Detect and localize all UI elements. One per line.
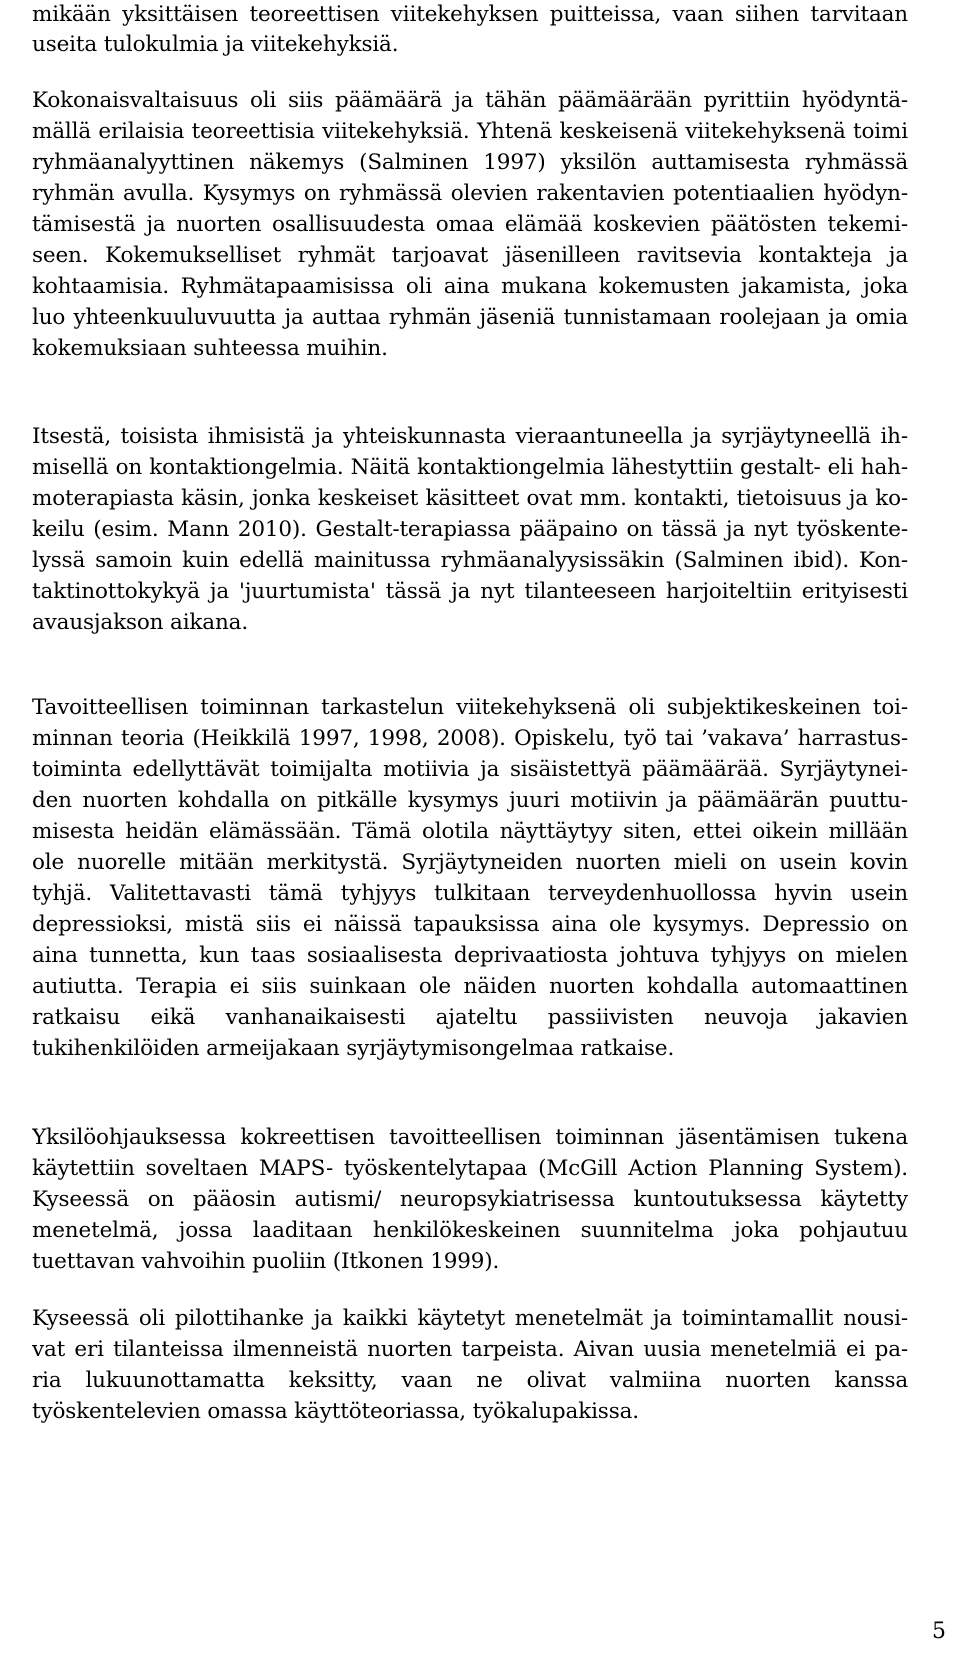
text-line: Kyseessä oli pilottihanke ja kaikki käytetyt menetelmät ja toimintamallit nousi- xyxy=(32,1306,908,1331)
text-line: ria lukuunottamatta keksitty, vaan ne olivat valmiina nuorten kanssa xyxy=(32,1368,908,1393)
text-line: avausjakson aikana. xyxy=(32,610,249,635)
text-line: vat eri tilanteissa ilmenneistä nuorten tarpeista. Aivan uusia menetelmiä ei pa- xyxy=(32,1337,908,1362)
text-line: ole nuorelle mitään merkitystä. Syrjäytyneiden nuorten mieli on usein kovin xyxy=(32,850,908,875)
text-line: menetelmä, jossa laaditaan henkilökeskeinen suunnitelma joka pohjautuu xyxy=(32,1218,908,1243)
text-line: misesta heidän elämässään. Tämä olotila näyttäytyy siten, ettei oikein millään xyxy=(32,819,908,844)
text-line: käytettiin soveltaen MAPS- työskentelytapaa (McGill Action Planning System). xyxy=(32,1156,908,1181)
text-line: Itsestä, toisista ihmisistä ja yhteiskunnasta vieraantuneella ja syrjäytyneellä ih- xyxy=(32,424,908,449)
text-line: työskentelevien omassa käyttöteoriassa, työkalupakissa. xyxy=(32,1399,639,1424)
text-line: tuettavan vahvoihin puoliin (Itkonen 1999). xyxy=(32,1249,500,1274)
text-line: toiminta edellyttävät toimijalta motiivia ja sisäistettyä päämäärää. Syrjäytynei- xyxy=(32,757,908,782)
text-line: kokemuksiaan suhteessa muihin. xyxy=(32,336,388,361)
text-line: depressioksi, mistä siis ei näissä tapauksissa aina ole kysymys. Depressio on xyxy=(32,912,908,937)
text-line: seen. Kokemukselliset ryhmät tarjoavat jäsenilleen ravitsevia kontakteja ja xyxy=(32,243,908,268)
text-line: tyhjä. Valitettavasti tämä tyhjyys tulkitaan terveydenhuollossa hyvin usein xyxy=(32,881,908,906)
text-line: autiutta. Terapia ei siis suinkaan ole näiden nuorten kohdalla automaattinen xyxy=(32,974,908,999)
text-line: tukihenkilöiden armeijakaan syrjäytymisongelmaa ratkaise. xyxy=(32,1036,675,1061)
text-line: lyssä samoin kuin edellä mainitussa ryhmäanalyysissäkin (Salminen ibid). Kon- xyxy=(32,548,908,573)
text-line: keilu (esim. Mann 2010). Gestalt-terapiassa pääpaino on tässä ja nyt työskente- xyxy=(32,517,908,542)
text-line: misellä on kontaktiongelmia. Näitä kontaktiongelmia lähestyttiin gestalt- eli hah- xyxy=(32,455,908,480)
page-number: 5 xyxy=(932,1619,946,1644)
text-line: mällä erilaisia teoreettisia viitekehyksiä. Yhtenä keskeisenä viitekehyksenä toimi xyxy=(32,119,908,144)
text-line: moterapiasta käsin, jonka keskeiset käsitteet ovat mm. kontakti, tietoisuus ja ko- xyxy=(32,486,908,511)
text-line: ryhmän avulla. Kysymys on ryhmässä olevien rakentavien potentiaalien hyödyn- xyxy=(32,181,908,206)
text-line: taktinottokykyä ja 'juurtumista' tässä ja nyt tilanteeseen harjoiteltiin erityisesti xyxy=(32,579,908,604)
text-line: Tavoitteellisen toiminnan tarkastelun viitekehyksenä oli subjektikeskeinen toi- xyxy=(32,695,908,720)
text-line: Kokonaisvaltaisuus oli siis päämäärä ja tähän päämäärään pyrittiin hyödyntä- xyxy=(32,88,908,113)
text-line: ryhmäanalyyttinen näkemys (Salminen 1997) yksilön auttamisesta ryhmässä xyxy=(32,150,908,175)
text-line: luo yhteenkuuluvuutta ja auttaa ryhmän jäseniä tunnistamaan roolejaan ja omia xyxy=(32,305,908,330)
text-line: tämisestä ja nuorten osallisuudesta omaa elämää koskevien päätösten tekemi- xyxy=(32,212,908,237)
text-line: aina tunnetta, kun taas sosiaalisesta deprivaatiosta johtuva tyhjyys on mielen xyxy=(32,943,908,968)
text-line: useita tulokulmia ja viitekehyksiä. xyxy=(32,32,399,57)
text-line: den nuorten kohdalla on pitkälle kysymys juuri motiivin ja päämäärän puuttu- xyxy=(32,788,908,813)
text-line: ratkaisu eikä vanhanaikaisesti ajateltu passiivisten neuvoja jakavien xyxy=(32,1005,908,1030)
text-line: minnan teoria (Heikkilä 1997, 1998, 2008). Opiskelu, työ tai ’vakava’ harrastus- xyxy=(32,726,908,751)
text-line: kohtaamisia. Ryhmätapaamisissa oli aina mukana kokemusten jakamista, joka xyxy=(32,274,908,299)
text-line: Yksilöohjauksessa kokreettisen tavoitteellisen toiminnan jäsentämisen tukena xyxy=(32,1125,908,1150)
text-line: mikään yksittäisen teoreettisen viitekehyksen puitteissa, vaan siihen tarvitaan xyxy=(32,2,908,27)
text-line: Kyseessä on pääosin autismi/ neuropsykiatrisessa kuntoutuksessa käytetty xyxy=(32,1187,908,1212)
